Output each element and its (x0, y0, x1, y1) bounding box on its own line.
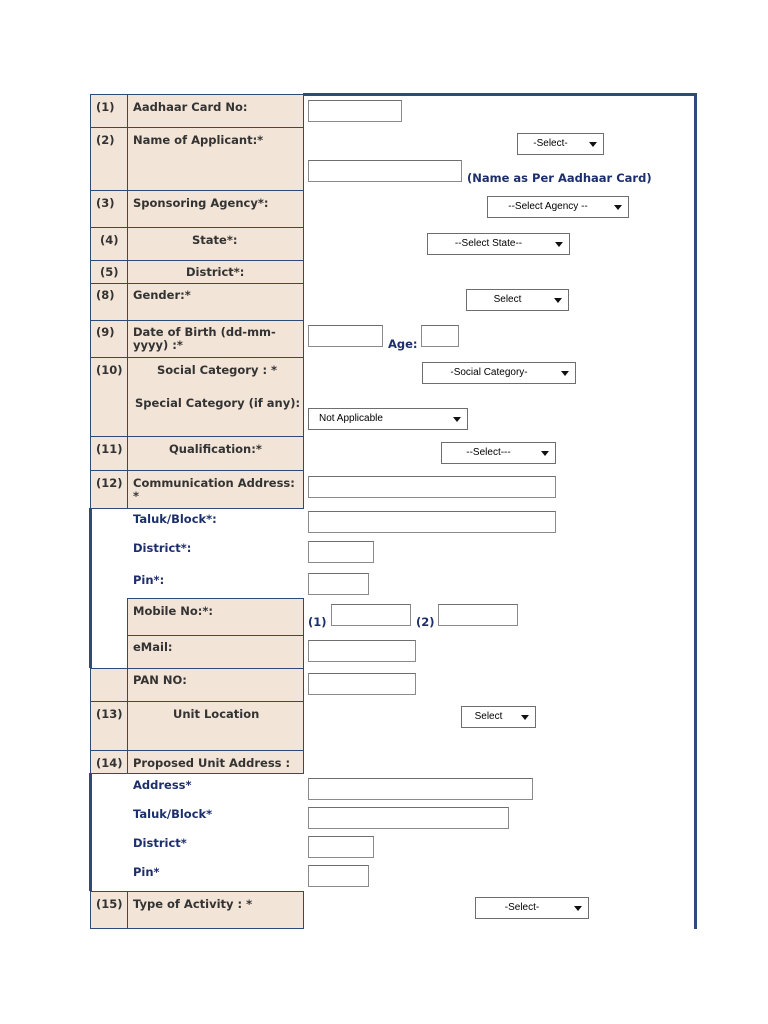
comm-pin-label: Pin*: (133, 573, 165, 587)
pan-label: PAN NO: (133, 673, 187, 687)
row-11-number: (11) (96, 442, 123, 456)
social-category-select[interactable]: -Social Category- (422, 362, 576, 384)
unit-district-label: District* (133, 836, 187, 850)
form-frame-top (303, 93, 697, 96)
chevron-down-icon (538, 447, 552, 460)
email-label: eMail: (133, 640, 173, 654)
communication-address-label-line1: Communication Address: (133, 476, 295, 490)
proposed-unit-address-label: Proposed Unit Address : (133, 756, 291, 770)
chevron-down-icon (552, 238, 566, 251)
communication-address-input[interactable] (308, 476, 556, 498)
dob-label-line1: Date of Birth (dd-mm- (133, 325, 276, 339)
qualification-label: Qualification:* (169, 442, 262, 456)
chevron-down-icon (450, 413, 464, 426)
applicant-name-input[interactable] (308, 160, 462, 182)
state-select[interactable]: --Select State-- (427, 233, 570, 255)
comm-pin-input[interactable] (308, 573, 369, 595)
unit-address-label: Address* (133, 778, 192, 792)
chevron-down-icon (586, 138, 600, 151)
gender-select[interactable]: Select (466, 289, 569, 311)
chevron-down-icon (518, 711, 532, 724)
applicant-name-label: Name of Applicant:* (133, 133, 264, 147)
form-frame-right (694, 93, 697, 929)
chevron-down-icon (558, 367, 572, 380)
pan-input[interactable] (308, 673, 416, 695)
row-9-number: (9) (96, 325, 115, 339)
mobile-1-label: (1) (308, 615, 327, 629)
mobile-label: Mobile No:*: (133, 604, 214, 618)
dob-label-line2: yyyy) :* (133, 338, 183, 352)
aadhaar-input[interactable] (308, 100, 402, 122)
row-8-number: (8) (96, 288, 115, 302)
pan-num-cell (90, 668, 128, 702)
aadhaar-label: Aadhaar Card No: (133, 100, 248, 114)
taluk-block-input[interactable] (308, 511, 556, 533)
taluk-block-label: Taluk/Block*: (133, 512, 217, 526)
chevron-down-icon (611, 201, 625, 214)
sponsoring-agency-select[interactable]: --Select Agency -- (487, 196, 629, 218)
mobile-1-input[interactable] (331, 604, 411, 626)
chevron-down-icon (551, 294, 565, 307)
age-label: Age: (388, 337, 418, 351)
name-title-select[interactable]: -Select- (517, 133, 604, 155)
comm-district-input[interactable] (308, 541, 374, 563)
row-4-number: (4) (100, 233, 119, 247)
email-input[interactable] (308, 640, 416, 662)
row-13-number: (13) (96, 707, 123, 721)
gender-label: Gender:* (133, 288, 191, 302)
unit-pin-input[interactable] (308, 865, 369, 887)
state-label: State*: (192, 233, 238, 247)
row-5-number: (5) (100, 265, 119, 279)
address-block-bar (89, 508, 92, 668)
name-as-aadhaar-note: (Name as Per Aadhaar Card) (467, 171, 652, 185)
communication-address-label-line2: * (133, 489, 140, 503)
unit-taluk-input[interactable] (308, 807, 509, 829)
special-category-label: Special Category (if any): (135, 396, 301, 410)
row-14-number: (14) (96, 756, 123, 770)
unit-taluk-label: Taluk/Block* (133, 807, 213, 821)
district-label: District*: (186, 265, 245, 279)
row-12-number: (12) (96, 476, 123, 490)
type-of-activity-label: Type of Activity : * (133, 897, 253, 911)
unit-address-input[interactable] (308, 778, 533, 800)
chevron-down-icon (571, 902, 585, 915)
row-10-number: (10) (96, 363, 123, 377)
row-3-number: (3) (96, 196, 115, 210)
type-of-activity-select[interactable]: -Select- (475, 897, 589, 919)
row-1-number: (1) (96, 100, 115, 114)
unit-district-input[interactable] (308, 836, 374, 858)
social-category-label: Social Category : * (157, 363, 278, 377)
sponsoring-agency-label: Sponsoring Agency*: (133, 196, 269, 210)
special-category-select[interactable]: Not Applicable (308, 408, 468, 430)
unit-location-label: Unit Location (173, 707, 260, 721)
unit-address-block-bar (89, 773, 92, 891)
mobile-2-input[interactable] (438, 604, 518, 626)
qualification-select[interactable]: --Select--- (441, 442, 556, 464)
age-input[interactable] (421, 325, 459, 347)
unit-location-select[interactable]: Select (461, 706, 536, 728)
comm-district-label: District*: (133, 541, 192, 555)
unit-pin-label: Pin* (133, 865, 160, 879)
row-2-number: (2) (96, 133, 115, 147)
mobile-2-label: (2) (416, 615, 435, 629)
row-15-number: (15) (96, 897, 123, 911)
dob-input[interactable] (308, 325, 383, 347)
